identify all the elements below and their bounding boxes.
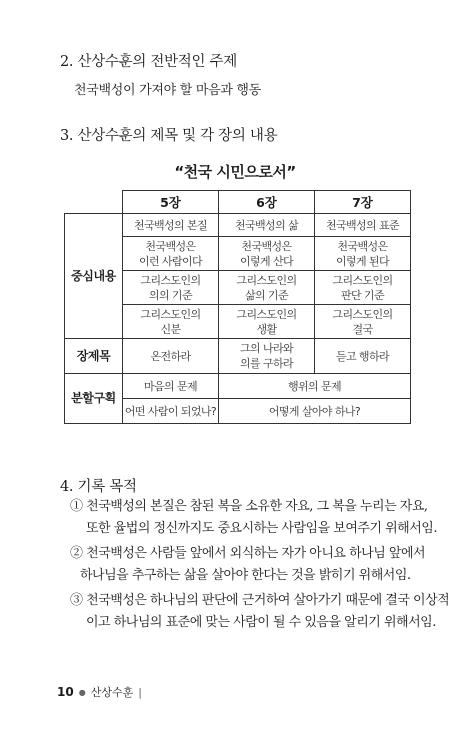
- row-header-chapter-title: 장제목: [65, 339, 123, 374]
- core-cell: 그리스도인의 삶의 기준: [219, 271, 315, 305]
- core-cell: 그리스도인의 결국: [315, 305, 411, 339]
- division-cell: 행위의 문제: [219, 374, 411, 399]
- section-3-heading: 3. 산상수훈의 제목 및 각 장의 내용: [60, 128, 278, 144]
- section-2-heading: 2. 산상수훈의 전반적인 주제: [60, 54, 237, 70]
- core-cell: 천국백성의 표준: [315, 214, 411, 237]
- division-cell: 마음의 문제: [123, 374, 219, 399]
- core-cell: 천국백성의 본질: [123, 214, 219, 237]
- section-4-heading: 4. 기록 목적: [60, 479, 137, 495]
- purpose-line: ① 천국백성의 본질은 참된 복을 소유한 자요, 그 복을 누리는 자요,: [70, 499, 428, 514]
- core-cell: 천국백성은 이런 사람이다: [123, 237, 219, 271]
- core-cell: 천국백성은 이렇게 된다: [315, 237, 411, 271]
- separator: |: [138, 685, 142, 699]
- table-corner-blank: [65, 191, 123, 214]
- purpose-item-2: [70, 543, 426, 587]
- purpose-item-3: [70, 590, 450, 634]
- column-header-ch6: 6장: [219, 191, 315, 214]
- core-cell: 천국백성은 이렇게 산다: [219, 237, 315, 271]
- column-header-ch7: 7장: [315, 191, 411, 214]
- purpose-line: 이고 하나님의 표준에 맞는 사람이 될 수 있음을 알리기 위해서임.: [86, 615, 436, 630]
- purpose-item-1: [70, 496, 437, 540]
- purpose-line: ③ 천국백성은 하나님의 판단에 근거하여 살아가기 때문에 결국 이상적: [70, 593, 450, 608]
- page-number: 10: [57, 685, 74, 699]
- bullet-icon: ●: [78, 687, 86, 697]
- purpose-line: 또한 율법의 정신까지도 중요시하는 사람임을 보여주기 위해서임.: [86, 521, 437, 536]
- chapter-content-table: [64, 190, 411, 424]
- row-header-core-content: 중심내용: [65, 214, 123, 339]
- core-cell: 그리스도인의 신분: [123, 305, 219, 339]
- chapter-title-cell: 그의 나라와 의를 구하라: [219, 339, 315, 374]
- purpose-line: 하나님을 추구하는 삶을 살아야 한다는 것을 밝히기 위해서임.: [80, 568, 411, 583]
- running-title: 산상수훈: [90, 686, 134, 699]
- page-footer: [57, 684, 142, 700]
- table-title: “천국 시민으로서”: [174, 163, 296, 181]
- core-cell: 천국백성의 삶: [219, 214, 315, 237]
- section-2-subtitle: 천국백성이 가져야 할 마음과 행동: [74, 83, 261, 98]
- purpose-line: ② 천국백성은 사람들 앞에서 외식하는 자가 아니요 하나님 앞에서: [70, 546, 426, 561]
- core-cell: 그리스도인의 생활: [219, 305, 315, 339]
- chapter-title-cell: 온전하라: [123, 339, 219, 374]
- chapter-title-cell: 듣고 행하라: [315, 339, 411, 374]
- row-header-division: 분할구획: [65, 374, 123, 424]
- division-cell: 어떻게 살아야 하나?: [219, 399, 411, 424]
- division-cell: 어떤 사람이 되었나?: [123, 399, 219, 424]
- core-cell: 그리스도인의 판단 기준: [315, 271, 411, 305]
- column-header-ch5: 5장: [123, 191, 219, 214]
- core-cell: 그리스도인의 의의 기준: [123, 271, 219, 305]
